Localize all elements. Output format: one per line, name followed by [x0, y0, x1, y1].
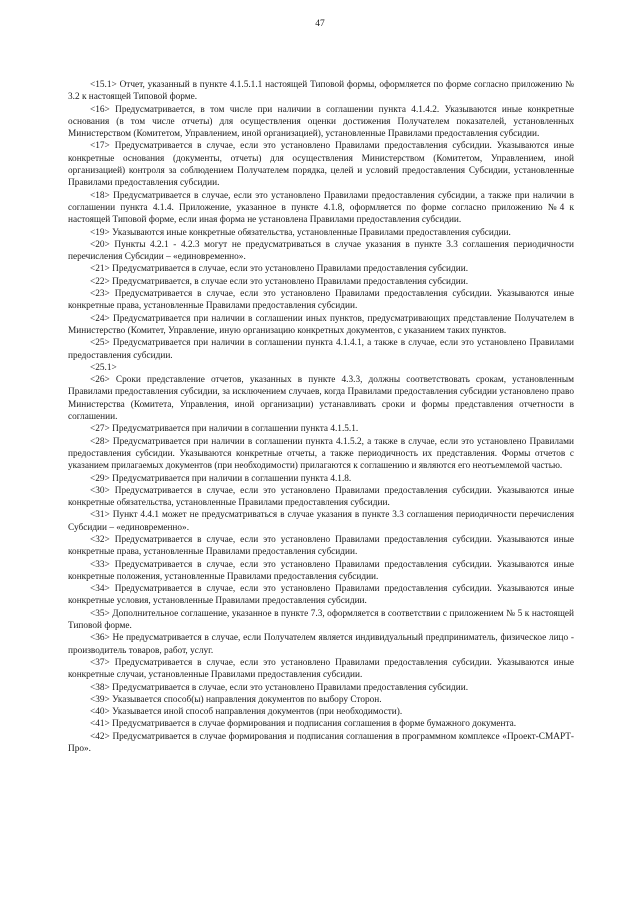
footnote: <31> Пункт 4.4.1 может не предусматриваться в случае указания в пункте 3.3 соглашения периодичности перечисления Субсидии – «единовременно». [68, 510, 574, 533]
footnote: <18> Предусматривается в случае, если это установлено Правилами предоставления субсидии, а также при наличии в соглашении пункта 4.1.4. Приложение, указанное в пункте 4.1.8, оформляется по форме согласно приложению №4 к настоящей Типовой форме, если иная форма не установлена Правилами предоставления субсидии. [68, 190, 574, 226]
footnote: <21> Предусматривается в случае, если это установлено Правилами предоставления субсидии. [90, 264, 469, 275]
footnote: <38> Предусматривается в случае, если это установлено Правилами предоставления субсидии. [90, 682, 469, 693]
footnote: <27> Предусматривается при наличии в соглашении пункта 4.1.5.1. [90, 424, 359, 435]
footnote: <35> Дополнительное соглашение, указанное в пункте 7.3, оформляется в соответствии с приложением № 5 к настоящей Типовой форме. [68, 608, 574, 632]
footnote: <29> Предусматривается при наличии в соглашении пункта 4.1.8. [90, 473, 352, 484]
footnote: <25.1> [90, 362, 117, 373]
footnote: <32> Предусматривается в случае, если это установлено Правилами предоставления субсидии. Указываются иные конкретные права, установленные Правилами предоставления субсидии. [68, 534, 574, 558]
footnote: <26> Сроки представление отчетов, указанных в пункте 4.3.3, должны соответствовать срокам, установленным Правилами предоставления субсидии, за исключением случаев, когда Правилами предоставления субсидии установлено право Министерства (Комитета, Управления, иной организации) устанавливать сроки и формы представления отчетности в соглашении. [68, 375, 574, 423]
footnote: <17> Предусматривается в случае, если это установлено Правилами предоставления субсидии. Указываются иные конкретные основания (документы, отчеты) для осуществления Министерством (Комитетом, Управлением, иной организацией) контроля за соблюдением Получателем порядка, целей и условий предоставления Субсидии, установленные Правилами предоставления субсидии. [68, 141, 574, 189]
footnote: <34> Предусматривается в случае, если это установлено Правилами предоставления субсидии. Указываются иные конкретные условия, установленные Правилами предоставления субсидии. [68, 584, 574, 607]
footnote: <30> Предусматривается в случае, если это установлено Правилами предоставления субсидии. Указываются иные конкретные обязательства, установленные Правилами предоставления субсидии. [68, 485, 574, 509]
footnote: <40> Указывается иной способ направления документов (при необходимости). [90, 707, 403, 718]
footnote: <37> Предусматривается в случае, если это установлено Правилами предоставления субсидии. Указываются иные конкретные случаи, установленные Правилами предоставления субсидии. [68, 657, 574, 681]
footnote: <16> Предусматривается, в том числе при наличии в соглашении пункта 4.1.4.2. Указываются иные конкретные основания (в том числе отчеты) для осуществления оценки достижения Получателем показателей, установленных Министерством (Комитетом, Управлением, иной организацией), установленные Правилами предоставления субсидии. [68, 104, 574, 140]
footnote: <20> Пункты 4.2.1 - 4.2.3 могут не предусматриваться в случае указания в пункте 3.3 соглашения периодичности перечисления Субсидии – «единовременно». [68, 239, 574, 263]
footnote: <41> Предусматривается в случае формирования и подписания соглашения в форме бумажного документа. [90, 719, 517, 730]
footnote: <33> Предусматривается в случае, если это установлено Правилами предоставления субсидии. Указываются иные конкретные положения, установленные Правилами предоставления субсидии. [68, 559, 574, 582]
footnote: <39> Указывается способ(ы) направления документов по выбору Сторон. [90, 694, 382, 705]
footnote: <25> Предусматривается при наличии в соглашении пункта 4.1.4.1, а также в случае, если это установлено Правилами предоставления субсидии. [68, 338, 574, 361]
footnote: <23> Предусматривается в случае, если это установлено Правилами предоставления субсидии. Указываются иные конкретные права, установленные Правилами предоставления субсидии. [68, 289, 574, 312]
page-number: 47 [315, 19, 325, 29]
footnote: <28> Предусматривается при наличии в соглашении пункта 4.1.5.2, а также в случае, если это установлено Правилами предоставления субсидии. Указываются конкретные отчеты, а также периодичность их представления. Формы отчетов с указанием прилагаемых документов (при необходимости) прилагаются к соглашению и являются его неотъемлемой частью. [68, 436, 574, 472]
footnote: <19> Указываются иные конкретные обязательства, установленные Правилами предоставления субсидии. [90, 227, 511, 238]
footnote: <15.1> Отчет, указанный в пункте 4.1.5.1.1 настоящей Типовой формы, оформляется по форме согласно приложению № 3.2 к настоящей Типовой форме. [68, 80, 574, 103]
footnote: <24> Предусматривается при наличии в соглашении иных пунктов, предусматривающих представление Получателем в Министерство (Комитет, Управление, иную организацию конкретных документов, с указанием таких пунктов. [68, 313, 574, 336]
footnotes-list [68, 79, 574, 755]
footnote: <36> Не предусматривается в случае, если Получателем является индивидуальный предприниматель, физическое лицо - производитель товаров, работ, услуг. [68, 633, 574, 656]
footnote: <22> Предусматривается, в случае если это установлено Правилами предоставления субсидии. [90, 276, 469, 287]
footnote: <42> Предусматривается в случае формирования и подписания соглашения в программном комплексе «Проект-СМАРТ-Про». [68, 731, 574, 755]
